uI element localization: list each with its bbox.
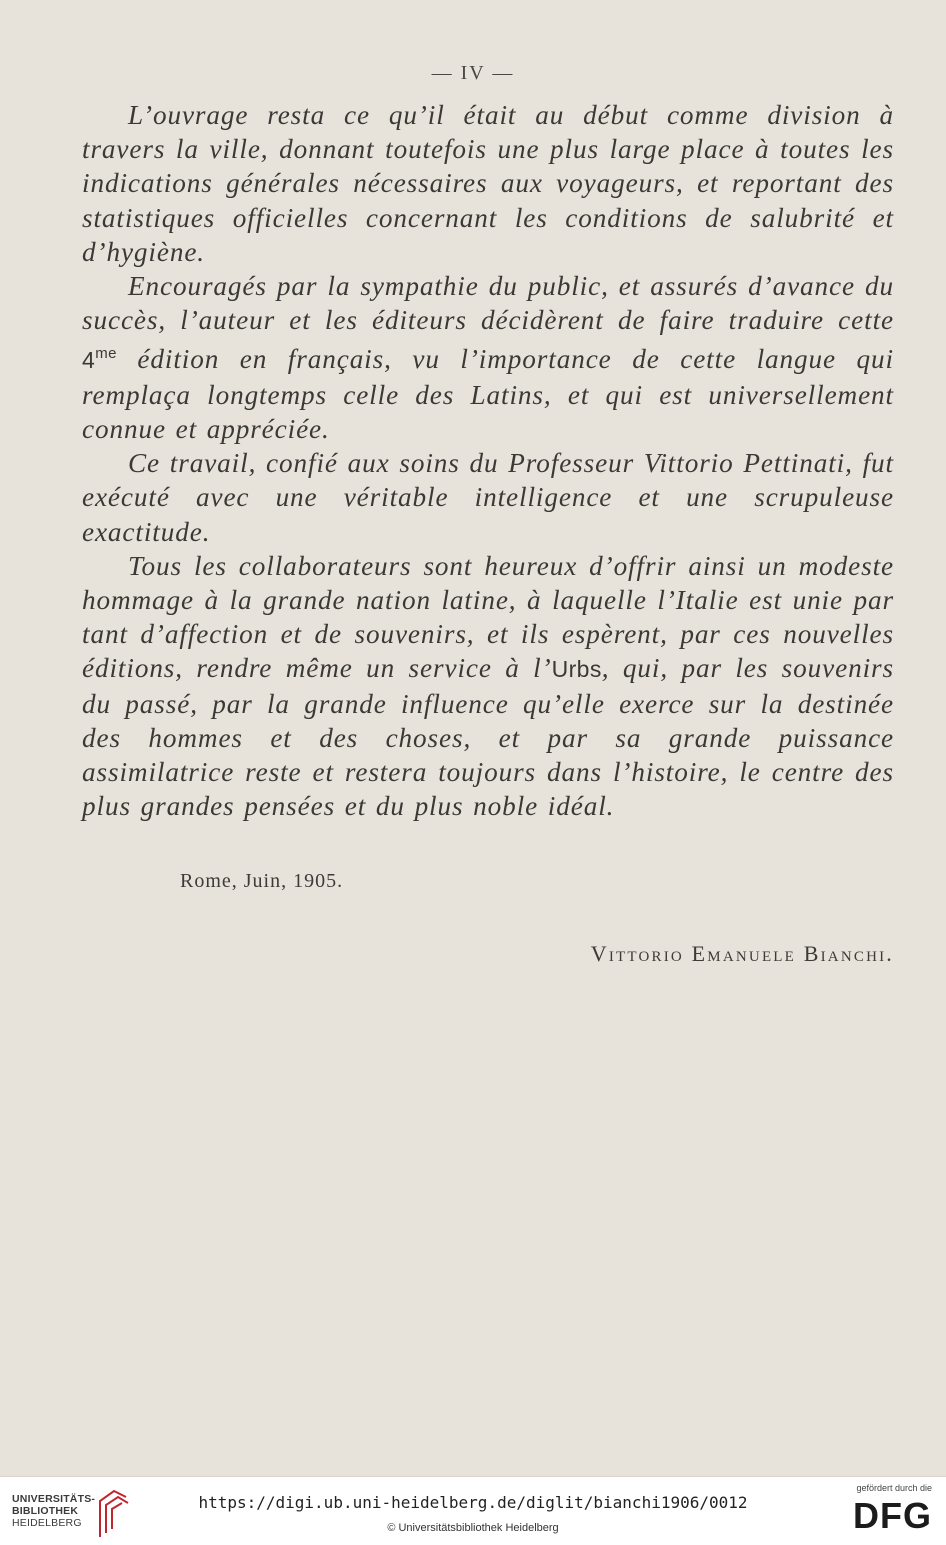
footer-bar xyxy=(0,1476,946,1545)
paragraph-2-text-before: Encouragés par la sympathie du public, et assurés d’avance du succès, l’auteur et les éditeurs décidèrent de faire traduire cette xyxy=(82,271,894,336)
paragraph-2 xyxy=(82,269,894,446)
dateline: Rome, Juin, 1905. xyxy=(180,870,344,892)
paragraph-1 xyxy=(82,98,894,269)
urbs-emphasis: Urbs xyxy=(551,656,602,683)
signature: Vittorio Emanuele Bianchi. xyxy=(590,941,894,966)
body-text xyxy=(82,98,894,823)
paragraph-3 xyxy=(82,446,894,549)
library-line-1: UNIVERSITÄTS- xyxy=(12,1493,96,1505)
funding-caption: gefördert durch die xyxy=(856,1483,932,1493)
paragraph-3-text: Ce travail, confié aux soins du Professeur Vittorio Pettinati, fut exécuté avec une véritable intelligence et une scrupuleuse exactitude. xyxy=(82,448,894,547)
paragraph-1-text: L’ouvrage resta ce qu’il était au début comme division à travers la ville, donnant toutefois une plus large place à toutes les indications générales nécessaires aux voyageurs, et reportant des statistiques officielles concernant les conditions de salubrité et d’hygiène. xyxy=(82,100,894,267)
edition-ordinal-sup: me xyxy=(95,345,117,363)
edition-ordinal: 4 xyxy=(82,347,96,374)
paragraph-2-text-after: édition en français, vu l’importance de cette langue qui remplaça longtemps celle des Latins, et qui est universellement connue et appréciée. xyxy=(82,344,894,444)
dfg-logo: DFG xyxy=(853,1495,932,1536)
paragraph-4-text-before: Tous les collaborateurs sont heureux d’offrir ainsi un modeste hommage à la grande nation latine, à laquelle l’Italie est unie par tant d’affection et de souvenirs, et ils espèrent, par ces nouvelles éditions, rendre même un service à l’ xyxy=(82,550,894,684)
paragraph-4 xyxy=(82,549,894,824)
copyright-notice: © Universitätsbibliothek Heidelberg xyxy=(387,1522,559,1534)
library-line-3: HEIDELBERG xyxy=(12,1517,82,1529)
paragraph-4-text-after: , qui, par les souvenirs du passé, par la grande influence qu’elle exerce sur la destinée des hommes et des choses, et par sa grande puissance assimilatrice reste et restera toujours dans l’histoire, le centre des plus grandes pensées et du plus noble idéal. xyxy=(82,653,894,822)
page-number: — IV — xyxy=(431,62,515,84)
permalink-url[interactable]: https://digi.ub.uni-heidelberg.de/diglit/bianchi1906/0012 xyxy=(198,1493,748,1512)
library-line-2: BIBLIOTHEK xyxy=(12,1505,79,1517)
